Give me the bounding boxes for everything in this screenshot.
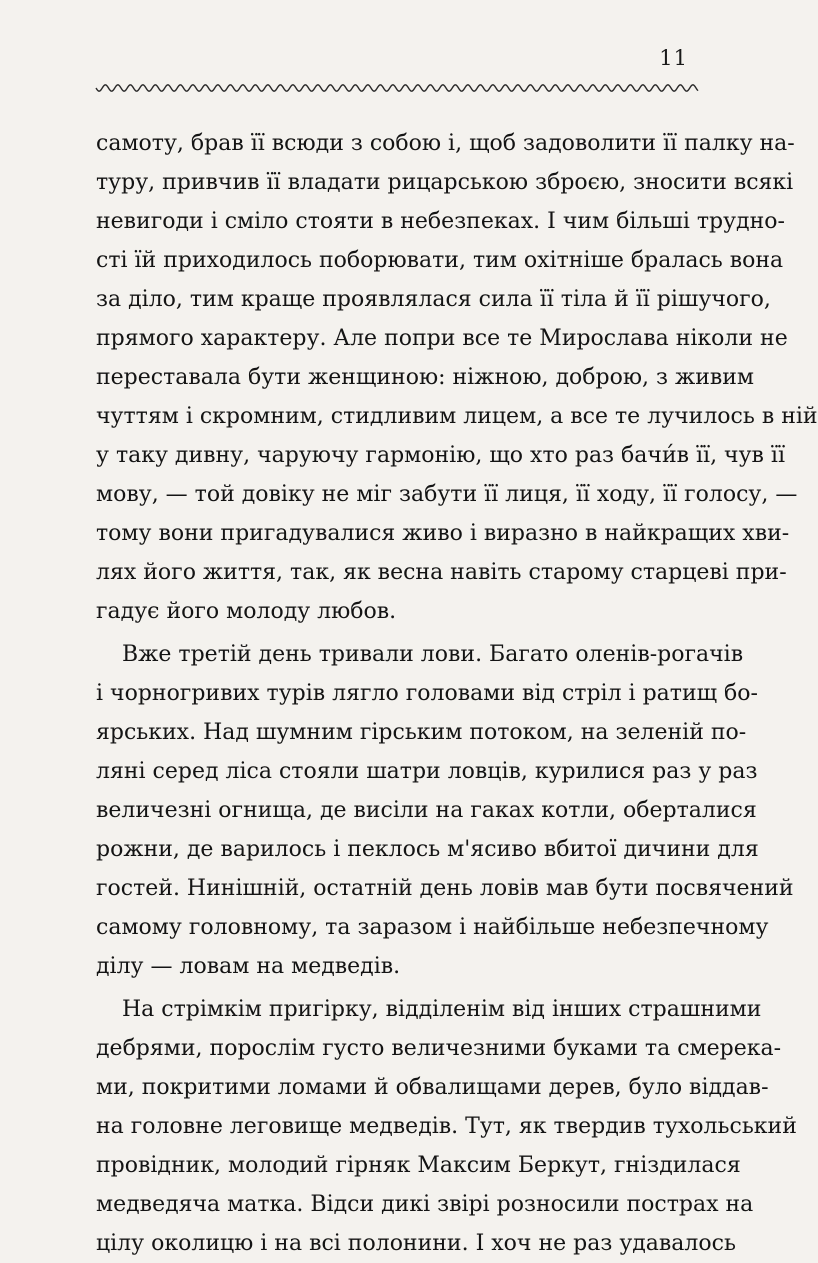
text-line: Вже третій день тривали лови. Багато оленів-рогачів <box>122 642 744 667</box>
text-line: ділу — ловам на медведів. <box>96 954 401 979</box>
text-line: тому вони пригадувалися живо і виразно в найкращих хви- <box>96 521 790 546</box>
text-line: туру, привчив її владати рицарською зброєю, зносити всякі <box>96 170 794 195</box>
text-line: лях його життя, так, як весна навіть старому старцеві при- <box>96 560 787 585</box>
text-line: ярських. Над шумним гірським потоком, на зеленій по- <box>96 720 747 745</box>
text-line: у таку дивну, чаруючу гармонію, що хто раз бачи́в її, чув її <box>96 443 785 468</box>
text-line: дебрями, порослім густо величезними буками та смерека- <box>96 1036 782 1061</box>
wavy-divider-ornament <box>96 80 698 96</box>
paragraph <box>96 635 794 986</box>
text-line: невигоди і сміло стояти в небезпеках. І чим більші трудно- <box>96 209 785 234</box>
text-line: за діло, тим краще проявлялася сила її тіла й її рішучого, <box>96 287 771 312</box>
text-line: на головне леговище медведів. Тут, як твердив тухольський <box>96 1114 797 1139</box>
text-line: чуттям і скромним, стидливим лицем, а все те лучилось в ній <box>96 404 818 429</box>
text-line: ми, покритими ломами й обвалищами дерев, було віддав- <box>96 1075 769 1100</box>
page-number: 11 <box>659 46 688 70</box>
body-text <box>96 124 818 1263</box>
text-line: медведяча матка. Відси дикі звірі розносили пострах на <box>96 1192 754 1217</box>
text-line: переставала бути женщиною: ніжною, доброю, з живим <box>96 365 755 390</box>
paragraph <box>96 124 818 631</box>
paragraph <box>96 990 797 1263</box>
text-line: сті їй приходилось поборювати, тим охітніше бралась вона <box>96 248 784 273</box>
text-line: гадує його молоду любов. <box>96 599 397 624</box>
text-line: цілу околицю і на всі полонини. І хоч не раз удавалось <box>96 1231 736 1256</box>
text-line: і чорногривих турів лягло головами від стріл і ратищ бо- <box>96 681 758 706</box>
text-line: провідник, молодий гірняк Максим Беркут, гніздилася <box>96 1153 741 1178</box>
text-line: мову, — той довіку не міг забути її лиця, її ходу, її голосу, — <box>96 482 798 507</box>
text-line: ляні серед ліса стояли шатри ловців, курилися раз у раз <box>96 759 758 784</box>
text-line: самому головному, та заразом і найбільше небезпечному <box>96 915 769 940</box>
text-line: На стрімкім пригірку, відділенім від інших страшними <box>122 997 762 1022</box>
text-line: гостей. Нинішній, остатній день ловів мав бути посвячений <box>96 876 794 901</box>
text-line: рожни, де варилось і пеклось м'ясиво вбитої дичини для <box>96 837 759 862</box>
text-line: самоту, брав її всюди з собою і, щоб задоволити її палку на- <box>96 131 795 156</box>
text-line: прямого характеру. Але попри все те Мирослава ніколи не <box>96 326 788 351</box>
text-line: величезні огнища, де висіли на гаках котли, оберталися <box>96 798 757 823</box>
